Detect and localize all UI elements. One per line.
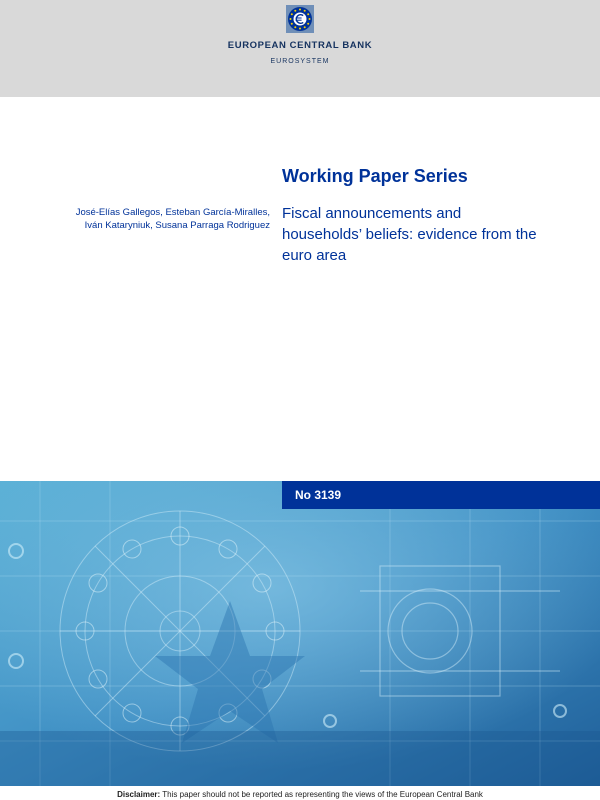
paper-number-badge: No 3139 [282,481,600,509]
paper-title-line: euro area [282,247,347,264]
bank-name: EUROPEAN CENTRAL BANK [227,40,373,51]
eurosystem-label: EUROSYSTEM [270,58,330,65]
disclaimer-text: This paper should not be reported as representing the views of the European Central Bank [162,790,483,799]
header-band [0,0,600,97]
paper-title [282,203,582,266]
author-line: Iván Kataryniuk, Susana Parraga Rodriguez [84,220,270,231]
series-title: Working Paper Series [282,166,468,186]
paper-title-line: Fiscal announcements and [282,205,462,222]
author-line: José-Elías Gallegos, Esteban García-Miralles, [75,207,270,218]
ecb-euro-emblem-icon [286,5,314,33]
cover-artwork [0,481,600,786]
blueprint-pattern [0,481,600,786]
paper-title-line: households’ beliefs: evidence from the [282,226,537,243]
author-list [20,206,270,232]
disclaimer [0,789,600,800]
disclaimer-label: Disclaimer: [117,790,161,799]
